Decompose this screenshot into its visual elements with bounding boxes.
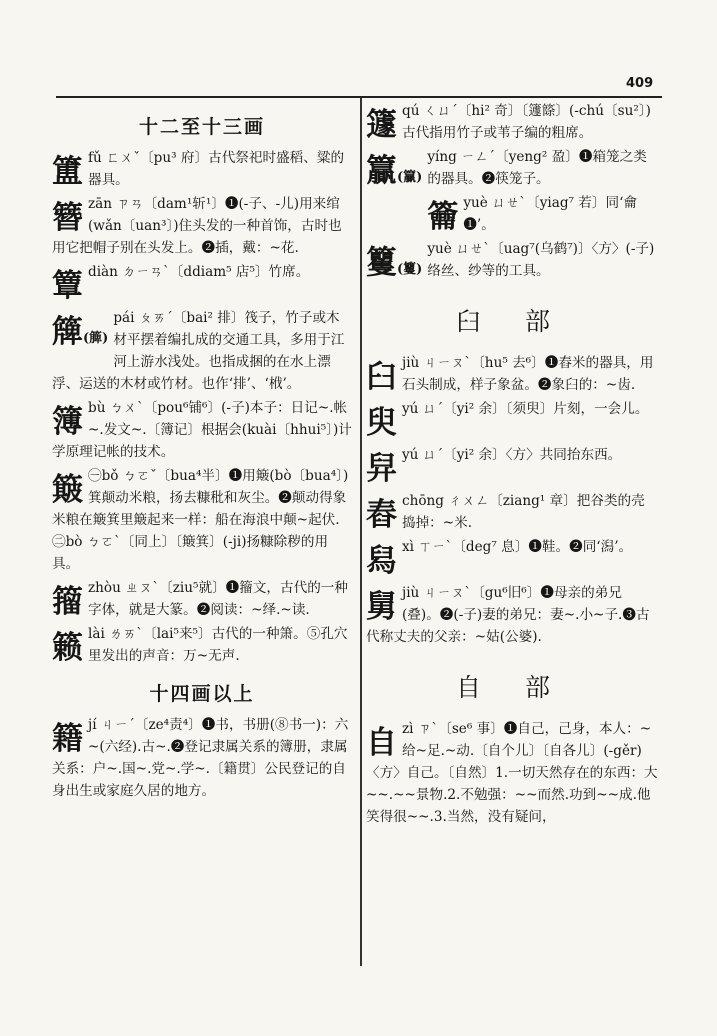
dictionary-entry	[52, 193, 352, 259]
variant-form: (籰)	[397, 262, 423, 277]
entry-definition: jiù ㄐㄧㄡˋ〔hu⁵ 去⁶〕❶舂米的器具，用石头制成，样子象盆。❷象臼的：~齿.	[402, 355, 654, 393]
page-number: 409	[626, 76, 654, 91]
dictionary-entry	[366, 536, 658, 580]
entry-definition: ㊀bǒ ㄅㄛˇ〔bua⁴半〕❶用簸(bò〔bua⁴〕)箕颠动米粮，扬去糠秕和灰尘。❷颠动得象米粮在簸箕里簸起来一样：船在海浪中颠~起伏.	[52, 468, 349, 528]
head-character-glyph: 籯	[366, 153, 397, 189]
dictionary-entry	[366, 192, 658, 236]
dictionary-entry	[52, 397, 352, 463]
dictionary-entry	[366, 398, 658, 442]
head-character-glyph: 簰	[52, 314, 83, 350]
head-character: 籥	[427, 199, 459, 235]
dictionary-entry	[52, 261, 352, 305]
head-character: 舁	[366, 451, 397, 487]
dictionary-entry	[366, 582, 658, 648]
radical-heading: 自 部	[456, 673, 568, 702]
dictionary-entry	[366, 352, 658, 396]
entry-definition: yú ㄩˊ〔yi² 余〕〔须臾〕片刻，一会儿。	[402, 401, 649, 417]
dictionary-entry	[366, 100, 658, 144]
dictionary-entry	[52, 147, 352, 191]
head-character: 臼	[366, 359, 397, 395]
dictionary-entry	[52, 307, 352, 395]
head-character: 舄	[366, 543, 397, 579]
left-column	[52, 100, 352, 804]
entry-definition: zì ㄗˋ〔se⁶ 事〕❶自己，己身，本人：~给~足.~动.〔自个儿〕〔自各儿〕(-gěr)〈方〉自己。〔自然〕1.一切天然存在的东西：大~~.~~景物.2.不勉强：~~而然.功到~~成.他笑得很~~.3.当然，没有疑问，	[366, 721, 658, 825]
head-character: 臾	[366, 405, 397, 441]
head-character: 籁	[52, 630, 83, 666]
stroke-count-heading: 十四画以上	[149, 683, 255, 705]
head-character	[52, 313, 108, 358]
head-character: 籍	[52, 721, 83, 757]
entry-definition: yíng ㄧㄥˊ〔yeng² 盈〕❶箱笼之类的器具。❷筷笼子。	[427, 149, 647, 187]
column-divider	[360, 98, 362, 966]
header-rule	[56, 96, 662, 98]
variant-form: (籯)	[397, 170, 423, 185]
variant-form: (簲)	[83, 331, 109, 346]
head-character: 自	[366, 725, 397, 761]
entry-second-reading: ㊁bò ㄅㄛˋ〔同上〕〔簸箕〕(-ji)扬糠除秽的用具。	[52, 534, 329, 572]
entry-definition: jí ㄐㄧˊ〔ze⁴责⁴〕❶书，书册(⑧书一)：六~(六经).古~.❷登记隶属关系的簿册，隶属关系：户~.国~.党~.学~.〔籍贯〕公民登记的自身出生或家庭久居的地方。	[52, 717, 349, 799]
right-column	[366, 100, 658, 830]
entry-definition: diàn ㄉㄧㄢˋ〔ddiam⁵ 店⁵〕竹席。	[88, 264, 310, 280]
dictionary-entry	[366, 146, 658, 190]
head-character	[366, 152, 422, 197]
entry-definition: yú ㄩˊ〔yi² 余〕〈方〉共同抬东西。	[402, 447, 622, 463]
dictionary-entry	[366, 444, 658, 488]
head-character: 簪	[52, 200, 83, 236]
head-character: 簸	[52, 472, 83, 508]
entry-definition: zhòu ㄓㄡˋ〔ziu⁵就〕❶籀文，古代的一种字体，就是大篆。❷阅读：~绎.~读.	[88, 580, 348, 618]
dictionary-entry	[366, 490, 658, 534]
head-character: 舅	[366, 589, 397, 625]
stroke-count-heading: 十二至十三画	[138, 116, 265, 138]
head-character: 簿	[52, 404, 83, 440]
head-character: 簟	[52, 268, 83, 304]
entry-definition: zān ㄗㄢ〔dam¹斩¹〕❶(-子、-儿)用来绾(wǎn〔uan³〕)住头发的一种首饰，古时也用它把帽子别在头发上。❷插，戴：~花.	[52, 196, 342, 256]
head-character	[366, 244, 422, 289]
dictionary-entry	[52, 577, 352, 621]
entry-definition: fǔ ㄈㄨˇ〔pu³ 府〕古代祭祀时盛稻、粱的器具。	[88, 150, 345, 188]
dictionary-entry	[366, 718, 658, 828]
entry-definition: yuè ㄩㄝˋ〔uag⁷(乌鹤⁷)〕〈方〉(-子)络丝、纱等的工具。	[427, 241, 655, 279]
entry-definition: lài ㄌㄞˋ〔lai⁵来⁵〕古代的一种箫。⑤孔穴里发出的声音：万~无声.	[88, 626, 348, 664]
head-character: 籀	[52, 584, 83, 620]
entry-definition: qú ㄑㄩˊ〔hi² 奇〕〔籧篨〕(-chú〔su²〕)古代指用竹子或苇子编的粗席。	[402, 103, 651, 141]
entry-definition: chōng ㄔㄨㄥ〔ziang¹ 章〕把谷类的壳捣掉：~米.	[402, 493, 645, 531]
dictionary-entry	[52, 714, 352, 802]
radical-heading: 臼 部	[456, 307, 568, 336]
head-character: 籧	[366, 107, 397, 143]
head-character: 簠	[52, 154, 83, 190]
head-character-glyph: 籰	[366, 245, 397, 281]
dictionary-entry	[52, 623, 352, 667]
entry-definition: bù ㄅㄨˋ〔pou⁶铺⁶〕(-子)本子：日记~.帐~.发文~.〔簿记〕根据会(kuài〔hhui⁵〕)计学原理记帐的技术。	[52, 400, 352, 460]
entry-definition: pái ㄆㄞˊ〔bai² 排〕筏子，竹子或木材平摆着编扎成的交通工具，多用于江河上游水浅处。也指成捆的在水上漂浮、运送的木材或竹材。也作‘排’、‘栰’。	[52, 310, 345, 392]
entry-definition: xì ㄒㄧˋ〔deg⁷ 息〕❶鞋。❷同‘潟’。	[402, 539, 633, 555]
head-character: 舂	[366, 497, 397, 533]
entry-definition: jiù ㄐㄧㄡˋ〔gu⁶旧⁶〕❶母亲的弟兄(叠)。❷(-子)妻的弟兄：妻~.小~子.❸古代称丈夫的父亲：~姑(公婆).	[366, 585, 650, 645]
dictionary-entry	[52, 465, 352, 575]
entry-definition: yuè ㄩㄝˋ〔yiag⁷ 若〕同‘龠❶’。	[463, 195, 637, 233]
dictionary-entry	[366, 238, 658, 282]
